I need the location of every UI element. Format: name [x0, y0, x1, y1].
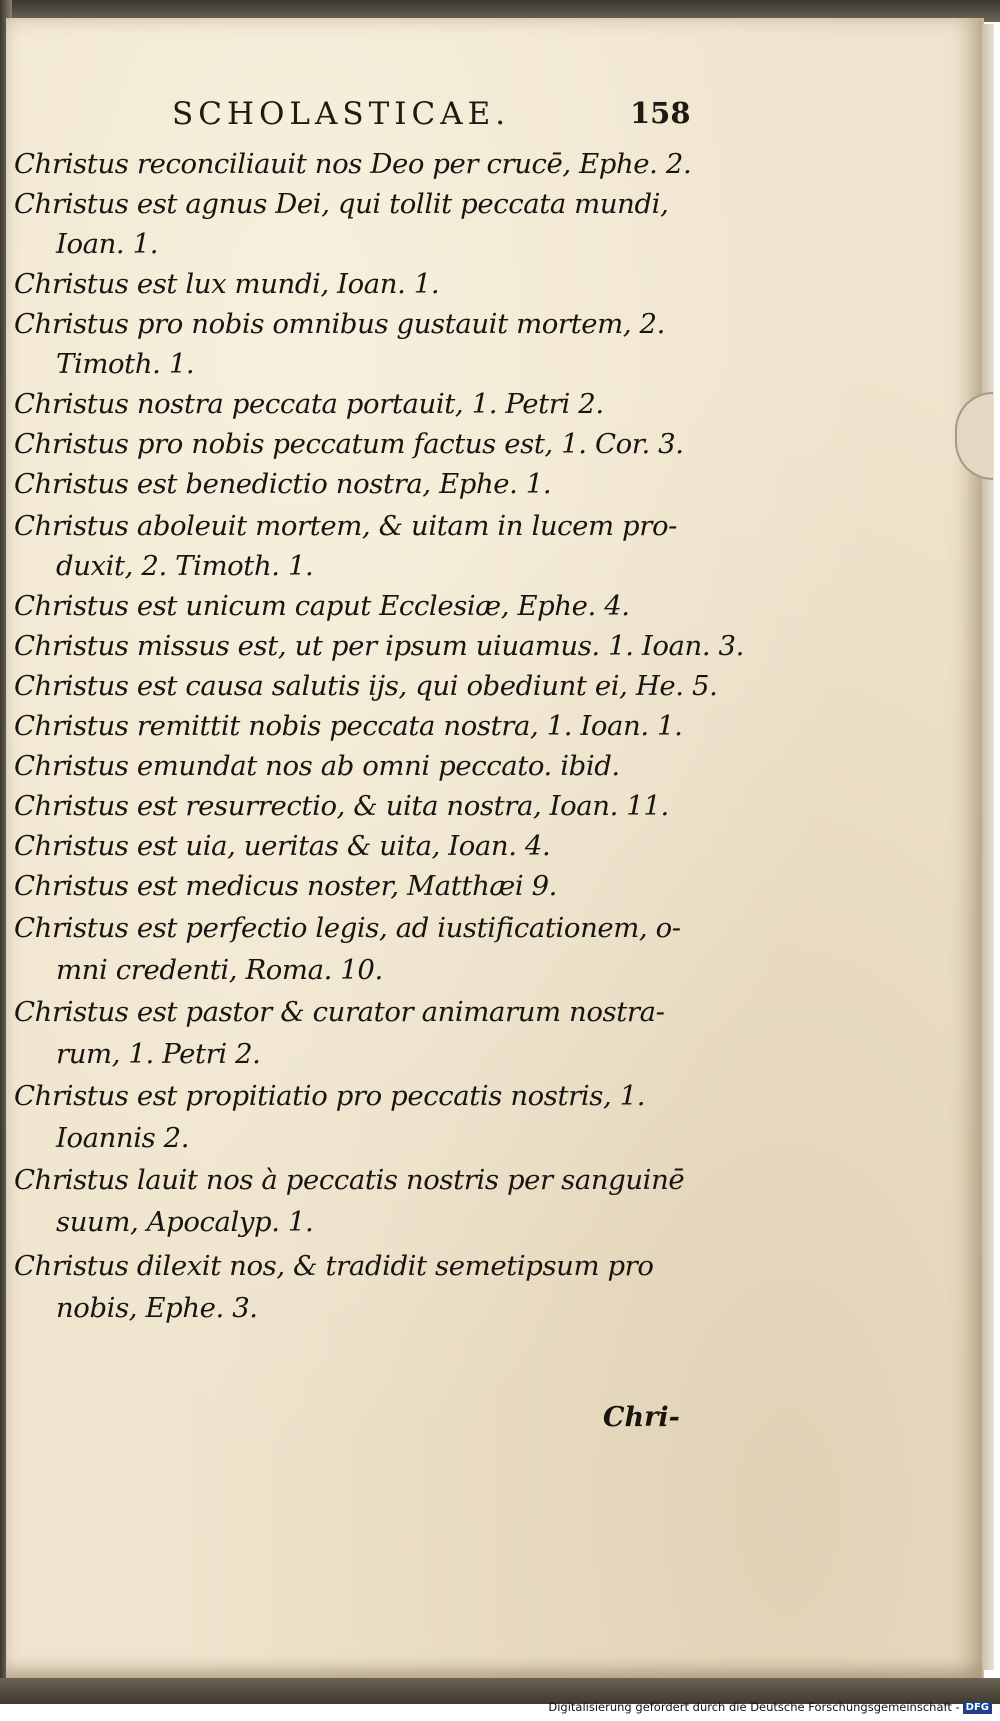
- text-line: Christus est causa salutis ijs, qui obediunt ei, He. 5.: [14, 670, 718, 702]
- text-line: Christus est perfectio legis, ad iustificationem, o-: [14, 912, 681, 944]
- page-fore-edge: [982, 24, 994, 1670]
- text-line: Christus est lux mundi, Ioan. 1.: [14, 268, 440, 300]
- text-line: Christus est uia, ueritas & uita, Ioan. 4.: [14, 830, 551, 862]
- text-line: Christus dilexit nos, & tradidit semetipsum pro: [14, 1250, 654, 1282]
- text-line: Christus nostra peccata portauit, 1. Petri 2.: [14, 388, 604, 420]
- text-line: rum, 1. Petri 2.: [56, 1038, 261, 1070]
- text-line: Christus missus est, ut per ipsum uiuamus. 1. Ioan. 3.: [14, 630, 744, 662]
- running-title: SCHOLASTICAE.: [172, 96, 511, 132]
- dfg-logo: DFG: [963, 1701, 992, 1714]
- text-line: Christus pro nobis peccatum factus est, 1. Cor. 3.: [14, 428, 684, 460]
- text-line: Christus lauit nos à peccatis nostris per sanguinē: [14, 1164, 685, 1196]
- digitization-credit: [548, 1700, 992, 1714]
- text-line: Christus est propitiatio pro peccatis nostris, 1.: [14, 1080, 646, 1112]
- text-line: Ioan. 1.: [56, 228, 159, 260]
- text-line: Christus est resurrectio, & uita nostra, Ioan. 11.: [14, 790, 669, 822]
- text-line: Ioannis 2.: [56, 1122, 190, 1154]
- credit-text: Digitalisierung gefördert durch die Deutsche Forschungsgemeinschaft -: [548, 1700, 960, 1714]
- text-line: Christus est pastor & curator animarum nostra-: [14, 996, 665, 1028]
- catchword: Chri-: [603, 1402, 680, 1433]
- text-line: duxit, 2. Timoth. 1.: [56, 550, 314, 582]
- text-line: Christus est unicum caput Ecclesiæ, Ephe. 4.: [14, 590, 630, 622]
- text-line: suum, Apocalyp. 1.: [56, 1206, 314, 1238]
- text-line: Christus emundat nos ab omni peccato. ibid.: [14, 750, 620, 782]
- text-line: Timoth. 1.: [56, 348, 195, 380]
- text-line: Christus est agnus Dei, qui tollit peccata mundi,: [14, 188, 669, 220]
- text-line: Christus remittit nobis peccata nostra, 1. Ioan. 1.: [14, 710, 683, 742]
- text-line: Christus aboleuit mortem, & uitam in lucem pro-: [14, 510, 678, 542]
- text-line: Christus reconciliauit nos Deo per crucē, Ephe. 2.: [14, 148, 692, 180]
- text-line: Christus pro nobis omnibus gustauit mortem, 2.: [14, 308, 665, 340]
- text-line: nobis, Ephe. 3.: [56, 1292, 258, 1324]
- text-line: Christus est medicus noster, Matthæi 9.: [14, 870, 558, 902]
- text-line: mni credenti, Roma. 10.: [56, 954, 383, 986]
- page-number: 158: [630, 96, 691, 130]
- text-line: Christus est benedictio nostra, Ephe. 1.: [14, 468, 552, 500]
